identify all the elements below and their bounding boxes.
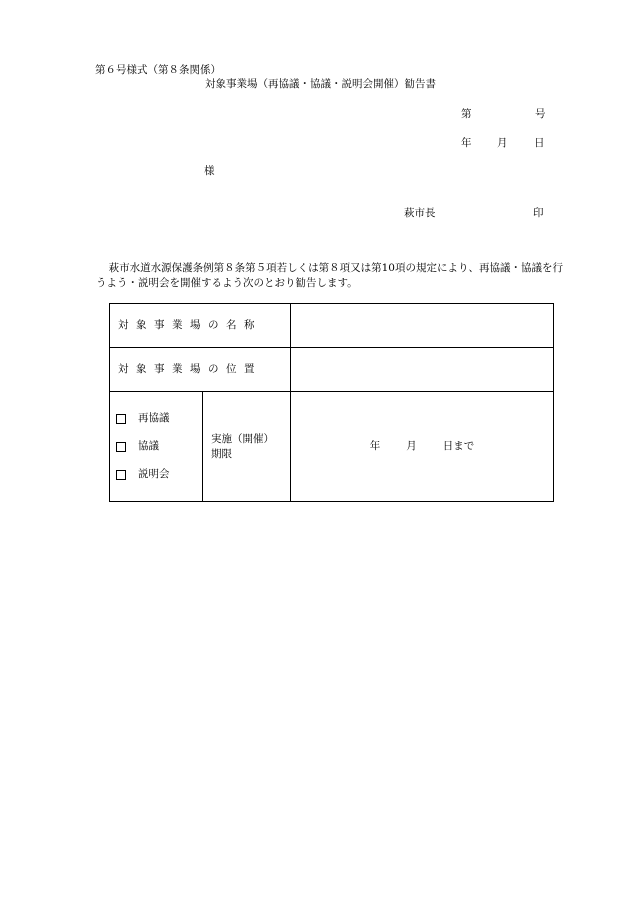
- checkbox-icon[interactable]: [116, 470, 126, 480]
- facility-location-field[interactable]: [291, 348, 554, 392]
- facility-name-label: 対象事業場の名称: [110, 304, 291, 348]
- document-number-suffix: 号: [535, 108, 546, 120]
- facility-location-label: 対象事業場の位置: [110, 348, 291, 392]
- recommendation-table: [109, 303, 554, 502]
- checkbox-icon[interactable]: [116, 442, 126, 452]
- option-reconsultation[interactable]: [116, 405, 202, 433]
- deadline-day-label: 日まで: [442, 439, 475, 452]
- seal-mark: 印: [533, 207, 544, 219]
- deadline-label-line2: 期限: [211, 447, 232, 460]
- issuer-title: 萩市長: [404, 207, 436, 219]
- facility-name-field[interactable]: [291, 304, 554, 348]
- date-day-label: 日: [534, 137, 545, 149]
- date-year-label: 年: [461, 137, 472, 149]
- deadline-label: [203, 392, 291, 502]
- option-briefing[interactable]: [116, 461, 202, 489]
- action-options: [110, 392, 203, 502]
- option-consultation[interactable]: [116, 433, 202, 461]
- date-month-label: 月: [497, 137, 508, 149]
- table-row-deadline: [110, 392, 554, 502]
- deadline-label-line1: 実施（開催）: [211, 432, 274, 445]
- document-number-prefix: 第: [461, 108, 472, 120]
- checkbox-icon[interactable]: [116, 414, 126, 424]
- table-row-name: [110, 304, 554, 348]
- option-label: 再協議: [138, 411, 170, 424]
- deadline-year-label: 年: [369, 439, 381, 452]
- addressee-honorific: 様: [204, 165, 215, 177]
- body-text: 萩市水道水源保護条例第８条第５項若しくは第８項又は第10項の規定により、再協議・協議を行うよう・説明会を開催するよう次のとおり勧告します。: [96, 262, 563, 289]
- document-title: 対象事業場（再協議・協議・説明会開催）勧告書: [205, 78, 436, 90]
- option-label: 協議: [138, 439, 159, 452]
- deadline-date-field[interactable]: [291, 392, 554, 502]
- form-number: 第６号様式（第８条関係）: [95, 64, 221, 76]
- table-row-location: [110, 348, 554, 392]
- option-label: 説明会: [138, 467, 170, 480]
- deadline-month-label: 月: [406, 439, 417, 452]
